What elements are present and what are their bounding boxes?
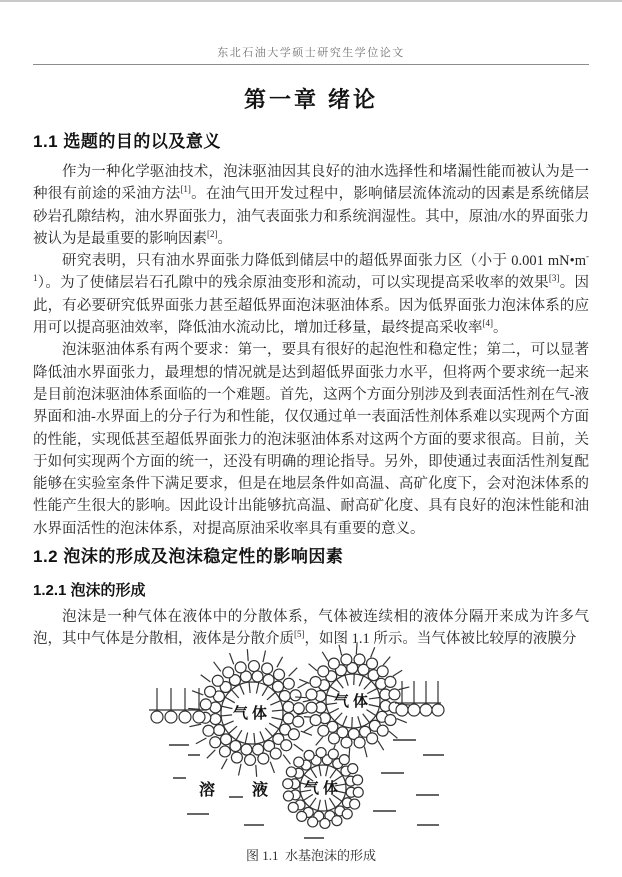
paragraph-3: 泡沫驱油体系有两个要求：第一，要具有很好的起泡性和稳定性；第二，可以显著降低油水界面张力，最理想的情况就是达到超低界面张力水平，但将两个要求统一起来是目前泡沫驱油体系面临的一个难题。首先，这两个方面分别涉及到表面活性剂在气-液界面和油-水界面上的分子行为和性能，仅仅通过单一表面活性剂体系难以实现两个方面的性能，实现低甚至超低界面张力的泡沫驱油体系对这两个方面的要求很高。目前，关于如何实现两个方面的统一，还没有明确的理论指导。另外，即使通过表面活性剂复配能够在实验室条件下满足要求，但是在地层条件如高温、高矿化度下，会对泡沫体系的性能产生很大的影响。因此设计出能够抗高温、耐高矿化度、具有良好的泡沫性能和油水界面活性的泡沫体系，对提高原油采收率具有重要的意义。 [33, 342, 589, 537]
paragraph-2: 研究表明，只有油水界面张力降低到储层中的超低界面张力区（小于 0.001 $mN•m^{-1}$）。为了使储层岩石孔隙中的残余原油变形和流动，可以实现提高采收率的效果[3]。因此，有必要研究低界面张力甚至超低界面泡沫驱油体系。因为低界面张力泡沫体系的应用可以提高驱油效率，降低油水流动比，增加迁移量，最终提高采收率[4]。 [33, 251, 590, 337]
page-top-border [0, 0, 622, 2]
gas-label: 气体 [303, 780, 343, 797]
figure-1-1 [121, 643, 501, 865]
solution-label-left: 溶 [198, 781, 216, 799]
solution-label [199, 780, 268, 799]
section-1-1-heading: 1.1 选题的目的以及意义 [33, 132, 221, 151]
thesis-page [0, 46, 622, 865]
gas-label: 气体 [232, 705, 272, 722]
paragraph-1: 作为一种化学驱油技术，泡沫驱油因其良好的油水选择性和堵漏性能而被认为是一种很有前途的采油方法[1]。在油气田开发过程中，影响储层流体流动的因素是系统储层砂岩孔隙结构，油水界面张力，油气表面张力和系统润湿性。其中，原油/水的界面张力被认为是最重要的影响因素[2]。 [33, 164, 590, 247]
figure-caption: 图 1.1 水基泡沫的形成 [245, 847, 376, 863]
running-header [33, 46, 589, 65]
gas-label: 气体 [333, 693, 373, 710]
surface-right [395, 681, 444, 716]
header-rule [33, 64, 589, 65]
solution-label-right: 液 [251, 781, 269, 799]
paragraph-4: 泡沫是一种气体在液体中的分散体系，气体被连续相的液体分隔开来成为许多气泡，其中气体是分散相，液体是分散介质[5]，如图 1.1 所示。当气体被比较厚的液膜分 [33, 609, 589, 648]
section-1-2-heading: 1.2 泡沫的形成及泡沫稳定性的影响因素 [33, 547, 344, 567]
chapter-title: 第一章 绪论 [243, 87, 379, 112]
bubble-large-right [295, 643, 411, 759]
foam-formation-diagram [121, 643, 501, 853]
running-header-text: 东北石油大学硕士研究生学位论文 [217, 47, 405, 59]
bubble-small [283, 747, 363, 828]
section-1-2-1-heading: 1.2.1 泡沫的形成 [33, 582, 146, 600]
